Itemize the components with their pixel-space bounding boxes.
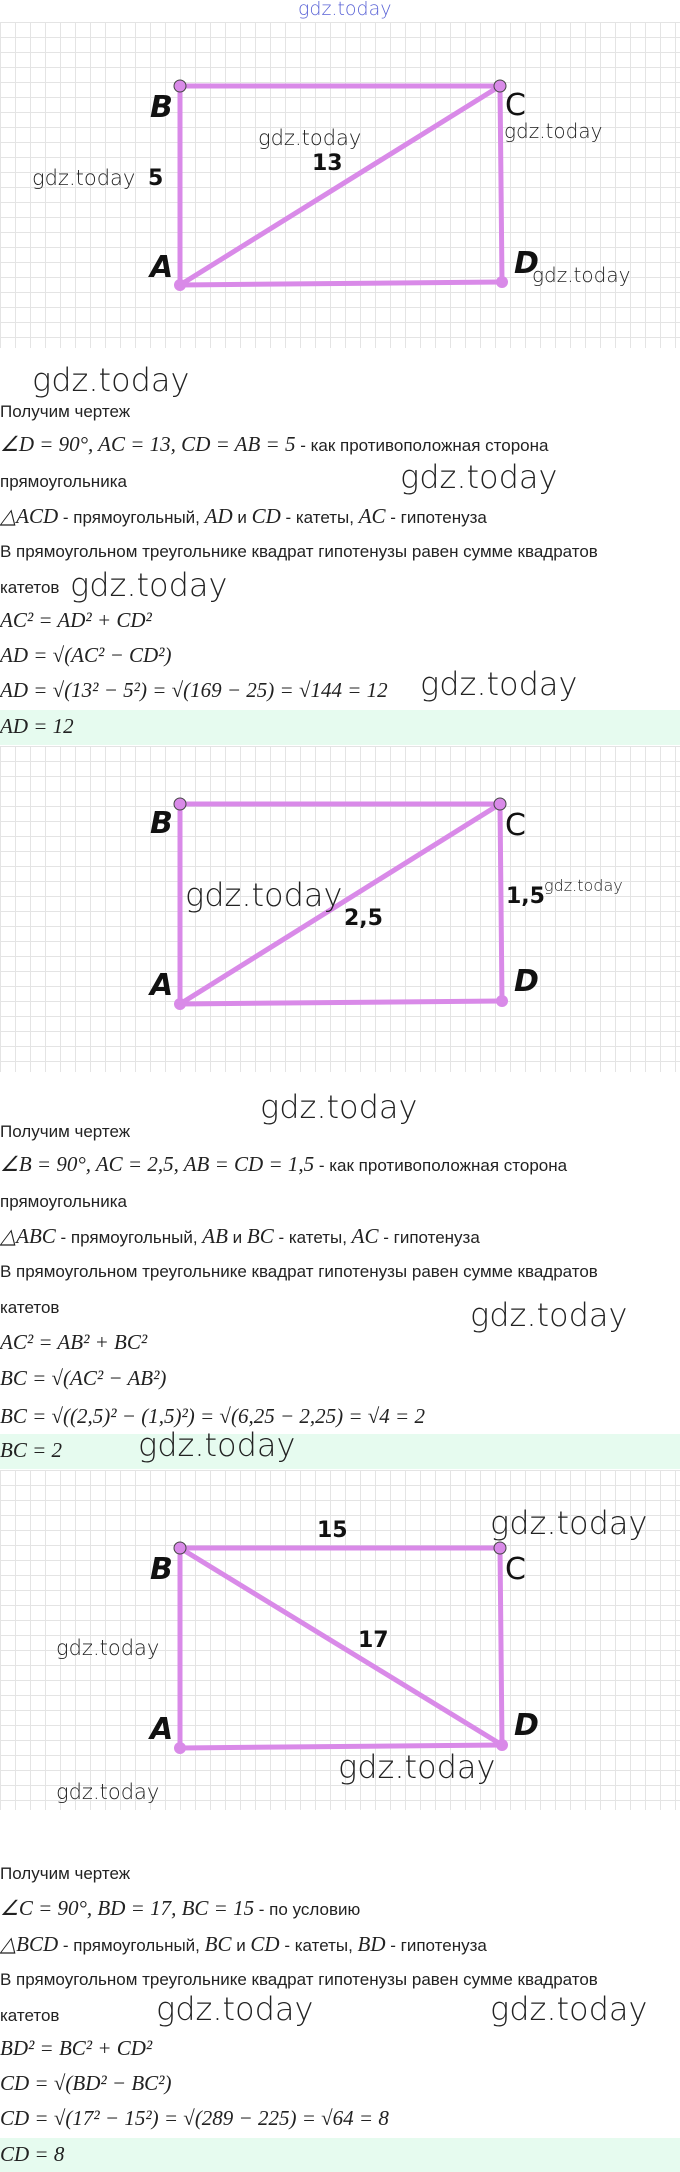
watermark: gdz.today (185, 876, 343, 914)
solution-1-given (0, 432, 548, 457)
text: - катеты, (279, 1936, 358, 1955)
vertex-b-label: B (150, 1552, 173, 1587)
solution-2-eq-3: BC = √((2,5)² − (1,5)²) = √(6,25 − 2,25) = √4 = 2 (0, 1404, 425, 1428)
solution-2-answer: BC = 2 (0, 1438, 63, 1462)
leg-2: CD (251, 504, 281, 528)
watermark: gdz.today (544, 876, 623, 895)
vertex-a-label: A (150, 1712, 174, 1747)
leg-1: AB (202, 1224, 228, 1248)
watermark: gdz.today (258, 126, 362, 150)
solution-3-eq-1: BD² = BC² + CD² (0, 2036, 153, 2060)
given-text: - как противоположная сторона (295, 436, 549, 455)
watermark-top: gdz.today (298, 0, 392, 20)
watermark: gdz.today (32, 166, 136, 190)
watermark: gdz.today (338, 1748, 496, 1786)
watermark: gdz.today (490, 1504, 648, 1542)
vertex-d-label: D (514, 1708, 539, 1743)
vertex-c-label: C (505, 1552, 526, 1587)
side-label: 5 (148, 166, 164, 191)
vertex-d-label: D (514, 246, 539, 281)
hypotenuse: AC (351, 1224, 379, 1248)
solution-2-intro: Получим чертеж (0, 1122, 131, 1141)
solution-3-intro: Получим чертеж (0, 1864, 131, 1883)
solution-2-theorem-line-1: В прямоугольном треугольнике квадрат гипотенузы равен сумме квадратов (0, 1262, 598, 1281)
text: и (227, 1228, 247, 1247)
solution-1-eq-1: AC² = AD² + CD² (0, 608, 152, 632)
given-math: ∠D = 90°, AC = 13, CD = AB = 5 (0, 432, 296, 456)
text: - гипотенуза (385, 1936, 487, 1955)
triangle-name: △ACD (0, 504, 59, 528)
text: и (231, 1936, 251, 1955)
watermark: gdz.today (504, 119, 603, 143)
solution-3-theorem-line-1: В прямоугольном треугольнике квадрат гипотенузы равен сумме квадратов (0, 1970, 598, 1989)
solution-1-answer-bar (0, 710, 680, 745)
watermark: gdz.today (260, 1088, 418, 1126)
watermark: gdz.today (470, 1296, 628, 1334)
text: - прямоугольный, (58, 1936, 205, 1955)
leg-2: CD (250, 1932, 280, 1956)
solution-3-theorem-line-2: катетов (0, 2006, 60, 2025)
given-text: - по условию (254, 1900, 361, 1919)
solution-3-eq-3: CD = √(17² − 15²) = √(289 − 225) = √64 = 8 (0, 2106, 389, 2130)
watermark: gdz.today (532, 263, 631, 287)
watermark: gdz.today (420, 665, 578, 703)
solution-2-answer-bar (0, 1434, 680, 1469)
watermark: gdz.today (138, 1426, 296, 1464)
solution-2-triangle (0, 1224, 480, 1249)
solution-2-given (0, 1152, 567, 1177)
vertex-b-label: B (150, 806, 173, 841)
vertex-c-label: C (505, 808, 526, 843)
solution-2-given-cont: прямоугольника (0, 1192, 127, 1211)
text: - гипотенуза (385, 508, 487, 527)
solution-1-eq-3: AD = √(13² − 5²) = √(169 − 25) = √144 = 12 (0, 678, 388, 702)
given-text: - как противоположная сторона (314, 1156, 568, 1175)
solution-3-given (0, 1896, 360, 1921)
solution-1-theorem-line-1: В прямоугольном треугольнике квадрат гипотенузы равен сумме квадратов (0, 542, 598, 561)
side-label: 1,5 (506, 884, 545, 909)
text: - катеты, (273, 1228, 352, 1247)
solution-2-eq-2: BC = √(AC² − AB²) (0, 1366, 167, 1390)
hypotenuse: BD (357, 1932, 386, 1956)
watermark: gdz.today (156, 1990, 314, 2028)
solution-1-triangle (0, 504, 487, 529)
text: - прямоугольный, (55, 1228, 203, 1247)
leg-2: BC (246, 1224, 274, 1248)
diagonal-label: 13 (312, 151, 343, 176)
solution-3-triangle (0, 1932, 487, 1957)
vertex-b-label: B (150, 90, 173, 125)
vertex-a-label: A (150, 250, 174, 285)
watermark: gdz.today (400, 458, 558, 496)
leg-1: BC (204, 1932, 232, 1956)
watermark: gdz.today (56, 1636, 160, 1660)
triangle-name: △BCD (0, 1932, 59, 1956)
leg-1: AD (204, 504, 233, 528)
solution-1-eq-2: AD = √(AC² − CD²) (0, 643, 172, 667)
vertex-c-label: C (505, 88, 526, 123)
vertex-d-label: D (514, 964, 539, 999)
watermark: gdz.today (56, 1780, 160, 1804)
hypotenuse: AC (358, 504, 386, 528)
text: - прямоугольный, (58, 508, 205, 527)
solution-1-intro: Получим чертеж (0, 402, 131, 421)
diagonal-label: 2,5 (344, 906, 383, 931)
given-math: ∠B = 90°, AC = 2,5, AB = CD = 1,5 (0, 1152, 315, 1176)
watermark: gdz.today (32, 361, 190, 399)
solution-1-theorem-line-2: катетов (0, 578, 60, 597)
solution-2-theorem-line-2: катетов (0, 1298, 60, 1317)
given-math: ∠C = 90°, BD = 17, BC = 15 (0, 1896, 255, 1920)
solution-3-answer: CD = 8 (0, 2142, 65, 2166)
solution-1-answer: AD = 12 (0, 714, 74, 738)
text: - катеты, (280, 508, 359, 527)
side-label: 15 (317, 1518, 348, 1543)
solution-2-eq-1: AC² = AB² + BC² (0, 1330, 148, 1354)
triangle-name: △ABC (0, 1224, 56, 1248)
text: и (232, 508, 252, 527)
solution-1-given-cont: прямоугольника (0, 472, 127, 491)
watermark: gdz.today (70, 566, 228, 604)
solution-3-eq-2: CD = √(BD² − BC²) (0, 2071, 172, 2095)
diagonal-label: 17 (358, 1628, 389, 1653)
text: - гипотенуза (378, 1228, 480, 1247)
solution-3-answer-bar (0, 2138, 680, 2172)
watermark: gdz.today (490, 1990, 648, 2028)
vertex-a-label: A (150, 968, 174, 1003)
